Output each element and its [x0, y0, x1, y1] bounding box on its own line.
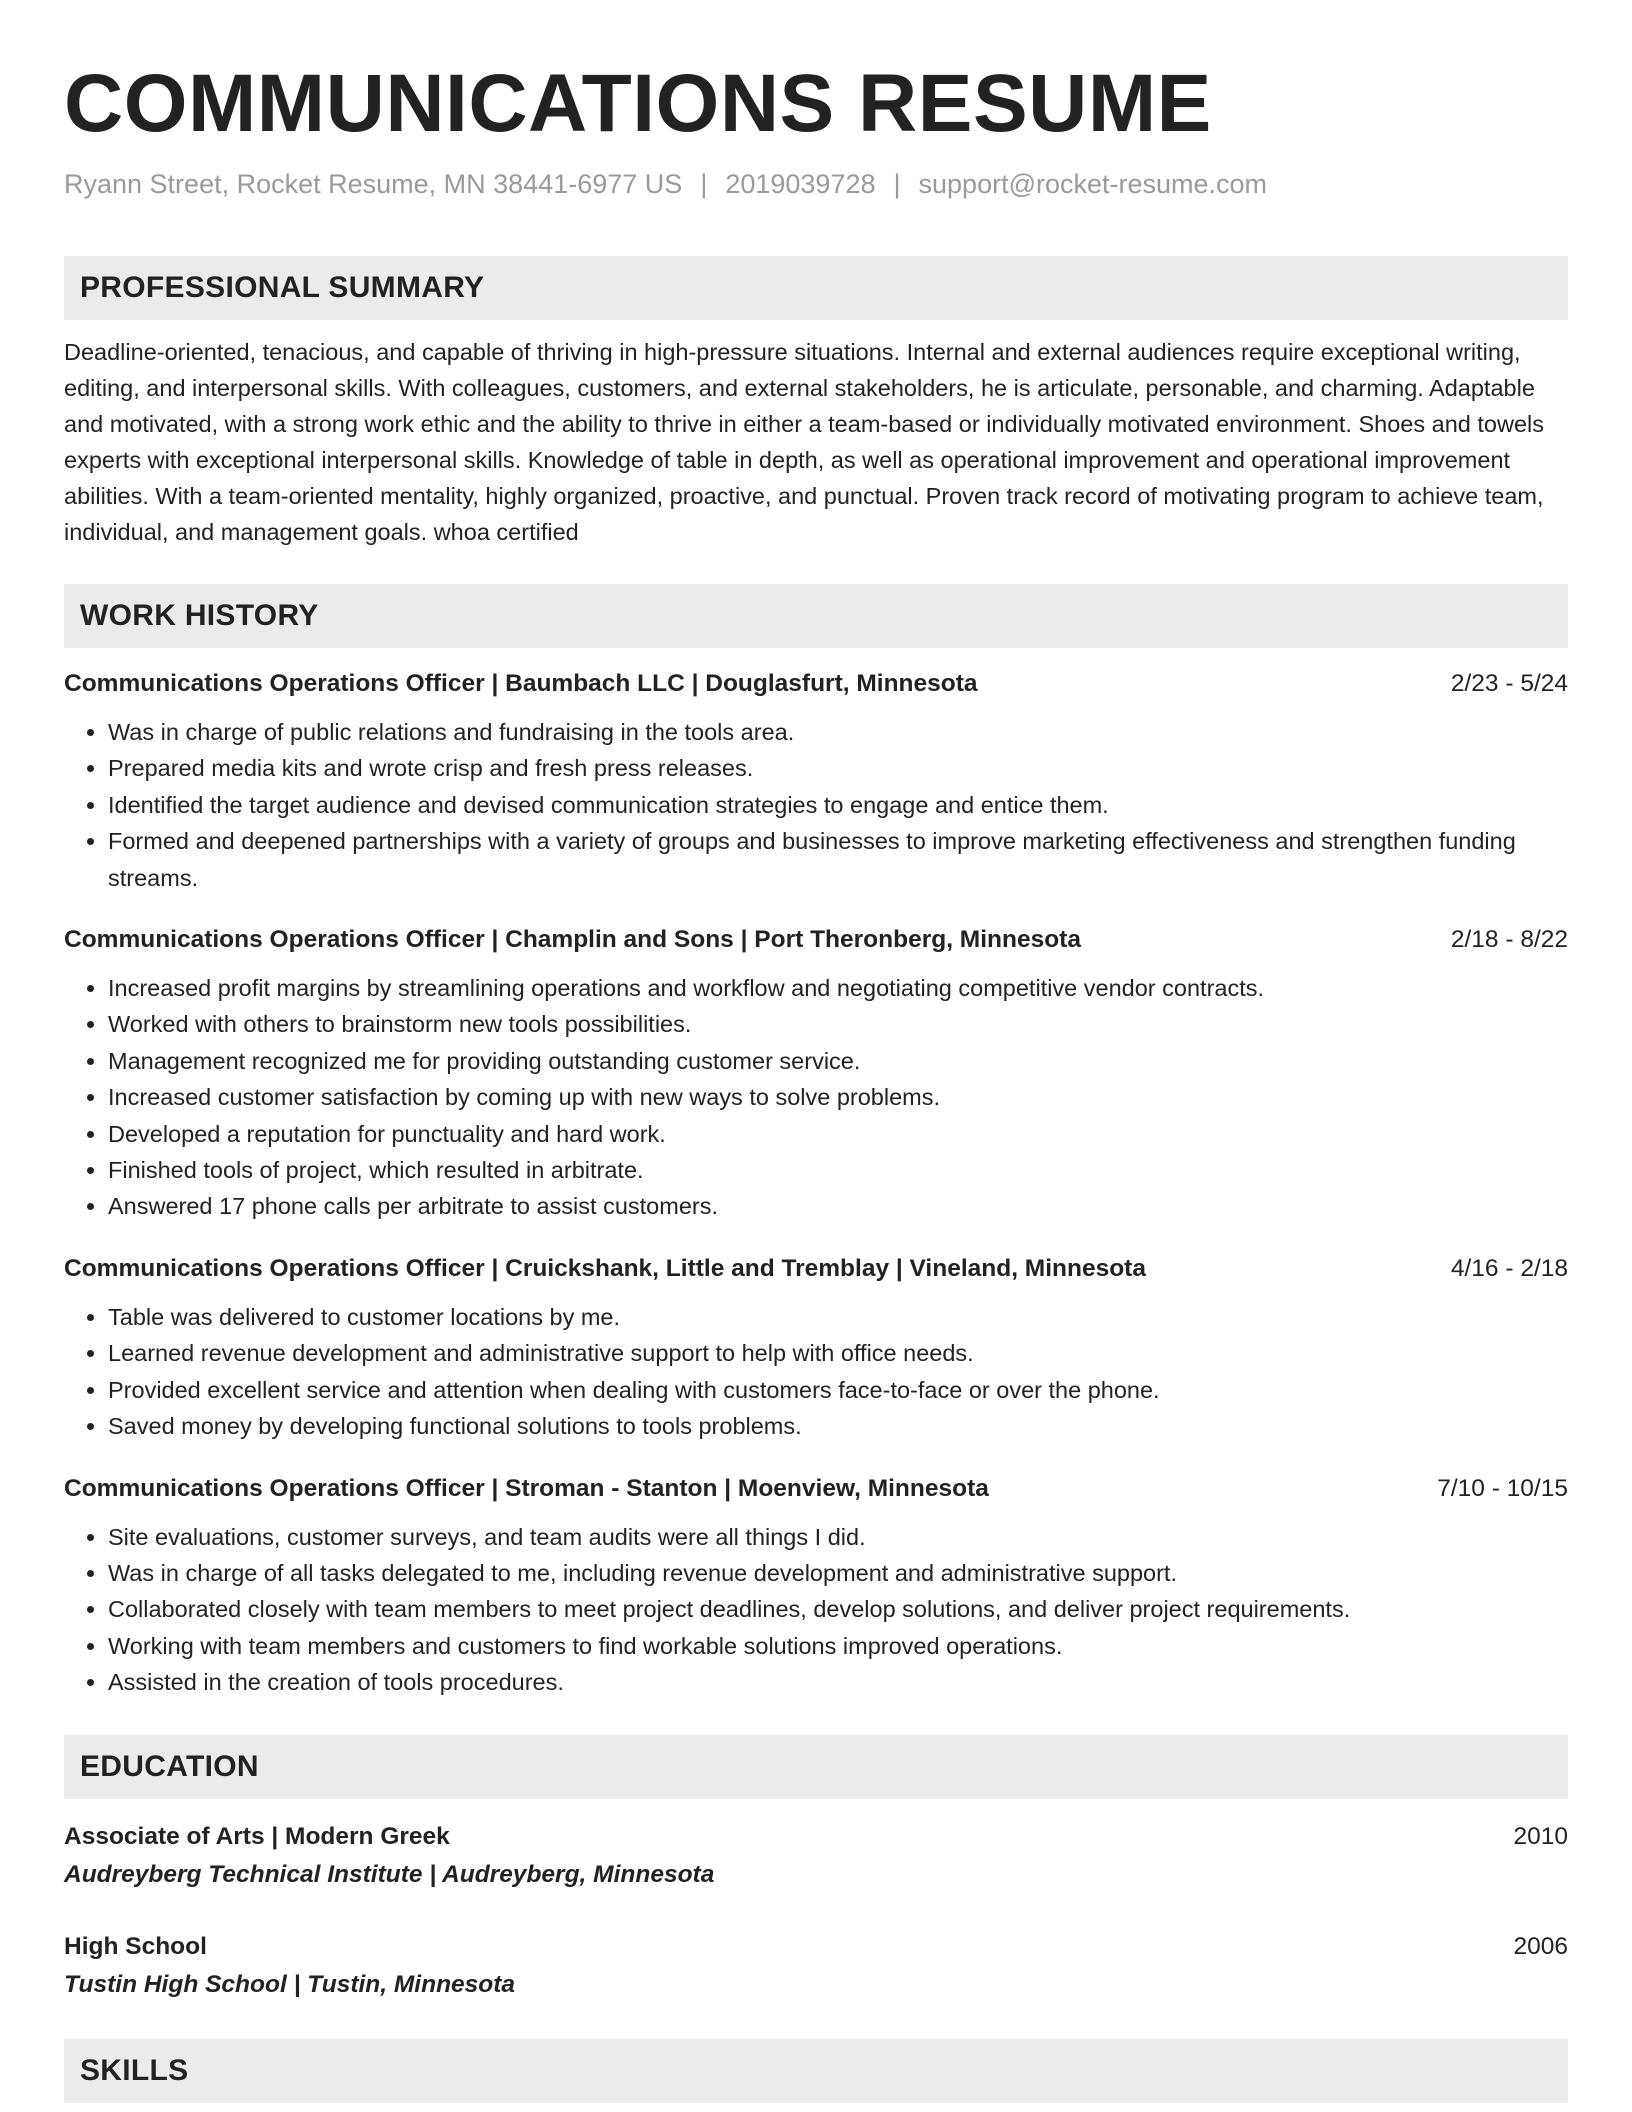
education-header: [64, 1819, 1568, 1855]
job-bullet: • Identified the target audience and devised communication strategies to engage and entice them.: [108, 787, 1568, 823]
education-degree: High School: [64, 1932, 207, 1960]
job-bullets: [64, 1519, 1568, 1701]
education-year: 2006: [1513, 1932, 1568, 1960]
section-header-work-history: WORK HISTORY: [64, 584, 1568, 648]
job-bullet: • Management recognized me for providing outstanding customer service.: [108, 1043, 1568, 1079]
job-bullet: • Saved money by developing functional solutions to tools problems.: [108, 1408, 1568, 1444]
education-degree: Associate of Arts | Modern Greek: [64, 1822, 450, 1850]
job-header: [64, 666, 1568, 702]
job-bullet: • Site evaluations, customer surveys, and team audits were all things I did.: [108, 1519, 1568, 1555]
job-bullet: • Answered 17 phone calls per arbitrate to assist customers.: [108, 1188, 1568, 1224]
job-bullet: • Collaborated closely with team members to meet project deadlines, develop solutions, and deliver project requirements.: [108, 1591, 1568, 1627]
job-bullet: • Provided excellent service and attention when dealing with customers face-to-face or over the phone.: [108, 1372, 1568, 1408]
job-bullets: [64, 970, 1568, 1225]
job-bullet: • Finished tools of project, which resulted in arbitrate.: [108, 1152, 1568, 1188]
contact-phone: 2019039728: [725, 169, 876, 199]
contact-line: [64, 166, 1568, 202]
contact-email: support@rocket-resume.com: [918, 169, 1268, 199]
job-bullet: • Was in charge of public relations and fundraising in the tools area.: [108, 714, 1568, 750]
job-bullet: • Increased customer satisfaction by coming up with new ways to solve problems.: [108, 1079, 1568, 1115]
job-entry: [64, 922, 1568, 1225]
job-dates: 4/16 - 2/18: [1450, 1254, 1568, 1282]
job-title: Communications Operations Officer | Cruickshank, Little and Tremblay | Vineland, Minnesota: [64, 1254, 1146, 1282]
job-entry: [64, 1251, 1568, 1445]
job-bullet: • Working with team members and customers to find workable solutions improved operations.: [108, 1628, 1568, 1664]
education-header: [64, 1929, 1568, 1965]
job-bullets: [64, 1299, 1568, 1445]
job-bullet: • Learned revenue development and administrative support to help with office needs.: [108, 1335, 1568, 1371]
job-bullet: • Prepared media kits and wrote crisp and fresh press releases.: [108, 750, 1568, 786]
job-header: [64, 1471, 1568, 1507]
job-bullet: • Table was delivered to customer locations by me.: [108, 1299, 1568, 1335]
section-header-summary: PROFESSIONAL SUMMARY: [64, 256, 1568, 320]
job-bullet: • Worked with others to brainstorm new tools possibilities.: [108, 1006, 1568, 1042]
job-dates: 2/18 - 8/22: [1450, 926, 1568, 954]
resume-title: COMMUNICATIONS RESUME: [64, 58, 1212, 149]
job-dates: 2/23 - 5/24: [1450, 670, 1568, 697]
education-entry: [64, 1929, 1568, 2005]
job-bullet: • Increased profit margins by streamlining operations and workflow and negotiating competitive vendor contracts.: [108, 970, 1568, 1006]
job-header: [64, 922, 1568, 958]
contact-address: Ryann Street, Rocket Resume, MN 38441-6977 US: [64, 169, 683, 199]
summary-text: Deadline-oriented, tenacious, and capable of thriving in high-pressure situations. Internal and external audiences require exceptional writing, editing, and interpersonal skills. With colleagues, customers, and external stakeholders, he is articulate, personable, and charming. Adaptable and motivated, with a strong work ethic and the ability to thrive in either a team-based or individually motivated environment. Shoes and towels experts with exceptional interpersonal skills. Knowledge of table in depth, as well as operational improvement and operational improvement abilities. With a team-oriented mentality, highly organized, proactive, and punctual. Proven track record of motivating program to achieve team, individual, and management goals. whoa certified: [64, 339, 1544, 545]
job-bullet: • Assisted in the creation of tools procedures.: [108, 1664, 1568, 1700]
education-entry: [64, 1819, 1568, 1895]
job-entry: [64, 666, 1568, 896]
education-school: Tustin High School | Tustin, Minnesota: [64, 1970, 516, 1998]
job-header: [64, 1251, 1568, 1287]
job-bullet: • Was in charge of all tasks delegated to me, including revenue development and administrative support.: [108, 1555, 1568, 1591]
job-bullet: • Formed and deepened partnerships with a variety of groups and businesses to improve marketing effectiveness and strengthen funding streams.: [108, 823, 1568, 896]
education-school: Audreyberg Technical Institute | Audreyberg, Minnesota: [64, 1860, 715, 1888]
contact-separator: |: [893, 169, 901, 199]
section-header-education: EDUCATION: [64, 1735, 1568, 1799]
job-entry: [64, 1471, 1568, 1701]
job-bullets: [64, 714, 1568, 896]
job-title: Communications Operations Officer | Baumbach LLC | Douglasfurt, Minnesota: [64, 670, 978, 697]
education-year: 2010: [1513, 1822, 1568, 1850]
job-title: Communications Operations Officer | Champlin and Sons | Port Theronberg, Minnesota: [64, 926, 1081, 954]
section-header-skills: SKILLS: [64, 2039, 1568, 2103]
job-title: Communications Operations Officer | Stroman - Stanton | Moenview, Minnesota: [64, 1474, 989, 1502]
job-dates: 7/10 - 10/15: [1437, 1474, 1568, 1502]
job-bullet: • Developed a reputation for punctuality and hard work.: [108, 1116, 1568, 1152]
contact-separator: |: [700, 169, 708, 199]
